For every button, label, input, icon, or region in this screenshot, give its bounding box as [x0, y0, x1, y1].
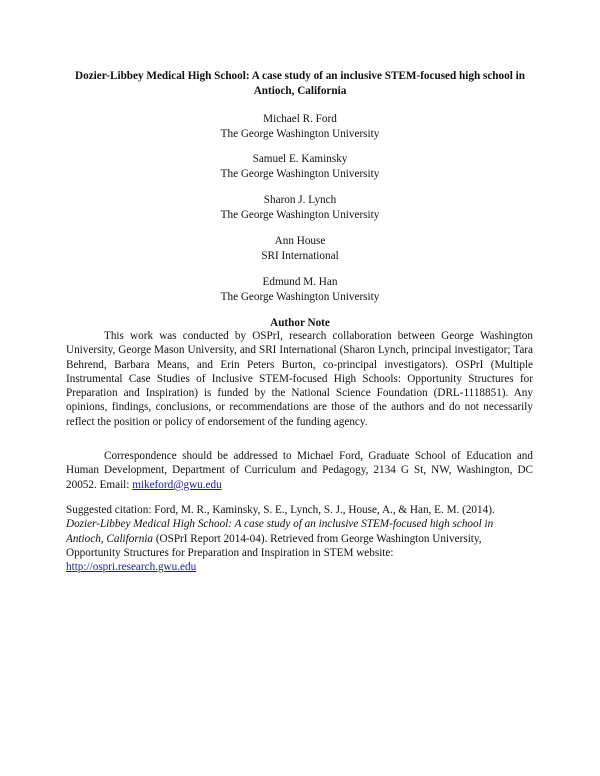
email-link[interactable]: mikeford@gwu.edu — [132, 478, 222, 491]
author-note-heading: Author Note — [270, 317, 330, 329]
author-block — [60, 275, 540, 304]
author-affiliation: The George Washington University — [220, 167, 380, 180]
author-name: Samuel E. Kaminsky — [252, 153, 348, 165]
author-name: Edmund M. Han — [262, 276, 338, 288]
author-name: Sharon J. Lynch — [263, 194, 337, 206]
author-affiliation: The George Washington University — [220, 290, 380, 303]
citation-details: (OSPrI Report 2014-04). Retrieved from George Washington University, Opportunity Structures for Preparation and Inspiration in STEM website: — [66, 532, 482, 559]
author-block — [60, 234, 540, 263]
author-name: Michael R. Ford — [263, 113, 337, 125]
author-block — [60, 152, 540, 181]
paper-title: Dozier-Libbey Medical High School: A case study of an inclusive STEM-focused high school in Antioch, California — [75, 70, 525, 97]
citation-paragraph — [66, 503, 533, 574]
website-link[interactable]: http://ospri.research.gwu.edu — [66, 561, 197, 574]
citation-title: Dozier-Libbey Medical High School: A case study of an inclusive STEM-focused high school in Antioch, California — [66, 518, 494, 545]
correspondence-paragraph — [66, 449, 533, 492]
author-block — [60, 193, 540, 222]
correspondence-text: Correspondence should be addressed to Michael Ford, Graduate School of Education and Human Development, Department of Curriculum and Pedagogy, 2134 G St, NW, Washington, DC 20052. Email: — [66, 450, 533, 491]
author-name: Ann House — [274, 235, 326, 247]
author-block — [60, 112, 540, 141]
author-affiliation: The George Washington University — [220, 208, 380, 221]
citation-prefix: Suggested citation: Ford, M. R., Kaminsky, S. E., Lynch, S. J., House, A., & Han, E. M. (2014). — [66, 504, 495, 516]
author-affiliation: The George Washington University — [220, 127, 380, 140]
author-affiliation: SRI International — [261, 249, 339, 262]
author-note-paragraph: This work was conducted by OSPrI, research collaboration between George Washington University, George Mason University, and SRI International (Sharon Lynch, principal investigator; Tara Behrend, Barbara Means, and Erin Peters Burton, co-principal investigators). OSPrI (Multiple Instrumental Case Studies of Inclusive STEM-focused High Schools: Opportunity Structures for Preparation and Inspiration) is funded by the National Science Foundation (DRL-1118851). Any opinions, findings, conclusions, or recommendations are those of the authors and do not necessarily reflect the position or policy of endorsement of the funding agency. — [66, 330, 533, 428]
